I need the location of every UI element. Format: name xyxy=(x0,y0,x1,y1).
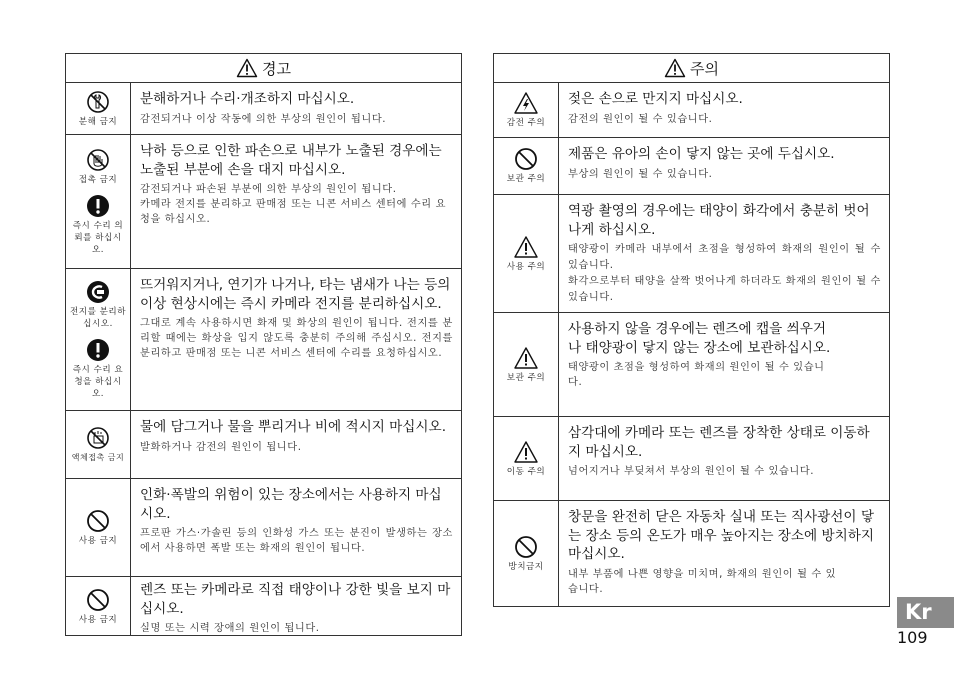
caution-table xyxy=(493,53,890,607)
caution-text: 삼각대에 카메라 또는 렌즈를 장착한 상태로 이동하지 마십시오. xyxy=(568,425,870,460)
warning-row xyxy=(66,135,461,269)
warning-text: 분해하거나 수리·개조하지 마십시오. xyxy=(140,91,355,107)
icon-label: 즉시 수리 의뢰를 하십시오. xyxy=(72,220,124,255)
icon-label: 보관 주의 xyxy=(506,174,546,184)
caution-header xyxy=(494,54,889,83)
icon-label: 사용 금지 xyxy=(78,614,118,625)
prohibited-icon xyxy=(86,509,110,533)
caution-text: 젖은 손으로 만지지 마십시오. xyxy=(568,91,743,107)
no-disassembly-icon xyxy=(86,90,110,114)
icon-label: 보관 주의 xyxy=(506,372,546,383)
warning-row xyxy=(66,479,461,577)
caution-subtext: 내부 부품에 나쁜 영향을 미치며, 화재의 원인이 될 수 있습니다. xyxy=(568,568,837,595)
warning-text: 물에 담그거나 물을 뿌리거나 비에 적시지 마십시오. xyxy=(140,419,447,435)
no-touch-icon xyxy=(86,148,110,172)
electric-shock-icon xyxy=(513,91,539,115)
caution-text: 사용하지 않을 경우에는 렌즈에 캡을 씌우거나 태양광이 닿지 않는 장소에 보관하십시오. xyxy=(568,321,831,356)
caution-subtext: 화각으로부터 태양을 살짝 벗어나게 하더라도 화재의 원인이 될 수 있습니다. xyxy=(568,276,881,303)
caution-row xyxy=(494,313,889,417)
icon-label: 액체접촉 금지 xyxy=(71,452,125,462)
caution-triangle-icon xyxy=(513,235,539,259)
caution-text: 창문을 완전히 닫은 자동차 실내 또는 직사광선이 닿는 장소 등의 온도가 매우 높아지는 장소에 방치하지 마십시오. xyxy=(568,509,875,562)
icon-label: 전지를 분리하십시오. xyxy=(69,306,127,329)
icon-label: 접촉 금지 xyxy=(78,174,118,185)
prohibited-icon xyxy=(86,588,110,612)
warning-subtext: 그대로 계속 사용하시면 화재 및 화상의 원인이 됩니다. 전지를 분리할 때에는 화상을 입지 않도록 충분히 주의해 주십시오. 전지를 분리하고 판매점 또는 니콘 서비스 센터에 수리를 요청하십시오. xyxy=(140,318,453,359)
caution-text: 역광 촬영의 경우에는 태양이 화각에서 충분히 벗어나게 하십시오. xyxy=(568,203,870,238)
warning-row xyxy=(66,577,461,636)
caution-row xyxy=(494,501,889,607)
exclamation-icon xyxy=(86,194,110,218)
warning-row xyxy=(66,269,461,411)
warning-title: 경고 xyxy=(262,59,291,78)
icon-label: 감전 주의 xyxy=(506,118,546,128)
warning-subtext: 발화하거나 감전의 원인이 됩니다. xyxy=(140,441,302,453)
caution-row xyxy=(494,195,889,313)
warning-text: 낙하 등으로 인한 파손으로 내부가 노출된 경우에는 노출된 부분에 손을 대지 마십시오. xyxy=(140,143,442,178)
icon-label: 분해 금지 xyxy=(78,116,118,127)
caution-triangle-icon xyxy=(513,440,539,464)
warning-header xyxy=(66,54,461,83)
icon-label: 사용 금지 xyxy=(78,535,118,546)
prohibited-icon xyxy=(514,147,538,171)
caution-triangle-icon xyxy=(513,346,539,370)
warning-row xyxy=(66,83,461,135)
warning-subtext: 프로판 가스·가솔린 등의 인화성 가스 또는 분진이 발생하는 장소에서 사용하면 폭발 또는 화재의 원인이 됩니다. xyxy=(140,528,453,554)
warning-text: 뜨거워지거나, 연기가 나거나, 타는 냄새가 나는 등의 이상 현상시에는 즉시 카메라 전지를 분리하십시오. xyxy=(140,277,451,312)
icon-label: 사용 주의 xyxy=(506,261,546,272)
warning-row xyxy=(66,411,461,479)
caution-row xyxy=(494,417,889,501)
caution-text: 제품은 유아의 손이 닿지 않는 곳에 두십시오. xyxy=(568,146,835,162)
icon-label: 즉시 수리 요청을 하십시오. xyxy=(72,364,124,399)
icon-label: 방치금지 xyxy=(508,562,544,572)
caution-subtext: 부상의 원인이 될 수 있습니다. xyxy=(568,168,713,180)
caution-triangle-icon xyxy=(664,58,686,78)
caution-subtext: 감전의 원인이 될 수 있습니다. xyxy=(568,113,713,125)
prohibited-icon xyxy=(514,535,538,559)
warning-subtext: 실명 또는 시력 장애의 원인이 됩니다. xyxy=(140,623,320,634)
language-badge: Kr xyxy=(897,597,954,628)
caution-subtext: 태양광이 카메라 내부에서 초점을 형성하여 화재의 원인이 될 수 있습니다. xyxy=(568,244,881,271)
page-number: 109 xyxy=(897,628,928,647)
caution-title: 주의 xyxy=(690,59,719,78)
icon-label: 이동 주의 xyxy=(506,466,546,477)
warning-text: 인화·폭발의 위험이 있는 장소에서는 사용하지 마십시오. xyxy=(140,487,442,522)
warning-subtext: 카메라 전지를 분리하고 판매점 또는 니콘 서비스 센터에 수리 요청을 하십시오. xyxy=(140,199,447,225)
caution-row xyxy=(494,138,889,195)
exclamation-icon xyxy=(86,338,110,362)
warning-table xyxy=(65,53,462,636)
remove-battery-icon xyxy=(86,280,110,304)
warning-subtext: 감전되거나 파손된 부분에 의한 부상의 원인이 됩니다. xyxy=(140,184,397,195)
caution-row xyxy=(494,83,889,138)
warning-text: 렌즈 또는 카메라로 직접 태양이나 강한 빛을 보지 마십시오. xyxy=(140,582,451,617)
caution-subtext: 넘어지거나 부딪쳐서 부상의 원인이 될 수 있습니다. xyxy=(568,466,815,477)
no-liquid-icon xyxy=(86,426,110,450)
warning-triangle-icon xyxy=(236,58,258,78)
caution-subtext: 태양광이 초점을 형성하여 화재의 원인이 될 수 있습니다. xyxy=(568,362,825,388)
warning-subtext: 감전되거나 이상 작동에 의한 부상의 원인이 됩니다. xyxy=(140,113,387,125)
